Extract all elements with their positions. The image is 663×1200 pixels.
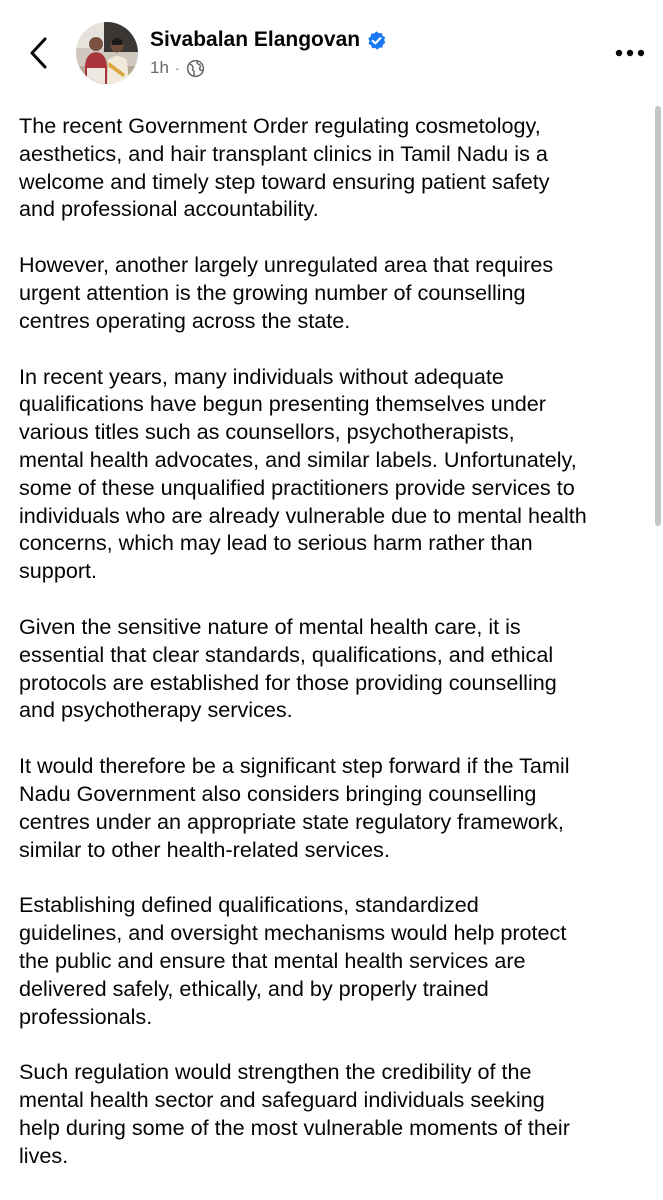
more-horizontal-icon (615, 49, 645, 57)
more-options-button[interactable] (613, 40, 647, 66)
post-paragraph: The recent Government Order regulating cosmetology, aesthetics, and hair transplant clinics in Tamil Nadu is a welcome and timely step toward ensuring patient safety and professional accountability. (19, 113, 550, 222)
post-paragraph: In recent years, many individuals without adequate qualifications have begun presenting themselves under various titles such as counsellors, psychotherapists, mental health advocates, and similar labels. Unfortunately, some of these unqualified practitioners provide services to individuals who are already vulnerable due to mental health concerns, which may lead to serious harm rather than support. (19, 363, 587, 584)
chevron-left-icon (27, 36, 49, 70)
author-name-row (150, 28, 387, 52)
globe-icon (186, 59, 205, 78)
post-paragraph: Such regulation would strengthen the credibility of the mental health sector and safeguard individuals seeking help during some of the most vulnerable moments of their lives. (19, 1059, 570, 1168)
post-meta (150, 58, 205, 78)
verified-badge-icon (366, 30, 387, 51)
post-timestamp[interactable]: 1h (150, 58, 169, 77)
meta-separator: · (174, 60, 180, 76)
back-button[interactable] (18, 30, 58, 76)
post-body (19, 112, 649, 1198)
post-header (0, 0, 663, 100)
profile-photo (76, 22, 138, 84)
post-paragraph: However, another largely unregulated area that requires urgent attention is the growing number of counselling centres operating across the state. (19, 252, 554, 333)
post-paragraph: It would therefore be a significant step forward if the Tamil Nadu Government also considers bringing counselling centres under an appropriate state regulatory framework, similar to other health-related services. (19, 753, 570, 862)
author-name[interactable]: Sivabalan Elangovan (150, 28, 361, 51)
post-paragraph: Establishing defined qualifications, standardized guidelines, and oversight mechanisms would help protect the public and ensure that mental health services are delivered safely, ethically, and by properly trained professionals. (19, 892, 567, 1029)
post-paragraph: Given the sensitive nature of mental health care, it is essential that clear standards, qualifications, and ethical protocols are established for those providing counselling and psychotherapy services. (19, 613, 557, 723)
avatar[interactable] (76, 22, 138, 84)
scrollbar[interactable] (655, 106, 661, 526)
